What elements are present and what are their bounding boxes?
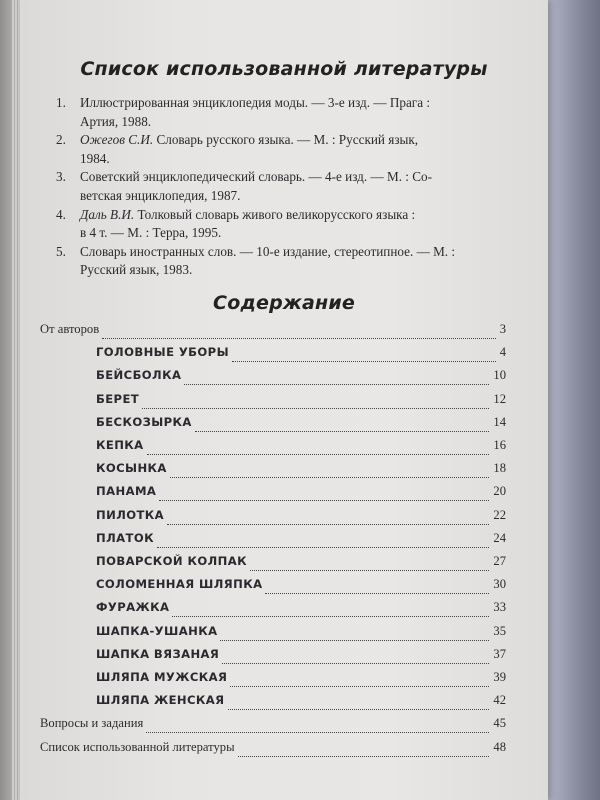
toc-page-number: 10 [493,368,506,383]
toc-entry-label: ПОВАРСКОЙ КОЛПАК [96,554,247,568]
toc-entry-label: ФУРАЖКА [96,600,170,615]
toc-leader-dots [142,392,489,409]
bibliography-item [56,243,526,280]
toc-entry [40,392,506,412]
toc-entry [40,345,506,365]
toc-leader-dots [170,461,489,478]
item-number: 1. [56,95,66,110]
toc-leader-dots [184,368,489,385]
toc-page-number: 42 [493,693,506,708]
toc-entry-label: ПИЛОТКА [96,507,165,522]
toc-page-number: 33 [493,600,506,615]
bibliography-item [56,206,526,243]
book-page [20,0,548,800]
toc-entry [40,670,506,690]
toc-page-number: 48 [493,739,506,754]
item-line: Словарь иностранных слов. — 10-е издание, стереотипное. — М. : [80,243,456,259]
toc-leader-dots [238,740,489,757]
toc-entry [40,438,506,458]
toc-page-number: 4 [499,345,506,360]
toc-leader-dots [232,345,496,362]
toc-page-number: 27 [493,554,506,568]
item-line: Словарь русского языка. — М. : Русский язык, [153,132,419,148]
toc-entry-label: ШАПКА ВЯЗАНАЯ [96,646,220,661]
contents-title: Содержание [213,292,355,314]
toc-entry-label: БЕРЕТ [96,391,140,406]
toc-leader-dots [265,577,489,594]
toc-page-number: 20 [493,484,506,499]
bibliography-title: Список использованной литературы [80,58,488,80]
toc-entry-label: БЕСКОЗЫРКА [96,414,192,429]
toc-entry-label: БЕЙСБОЛКА [96,368,182,383]
toc-page-number: 14 [493,414,506,429]
item-line: 1984. [80,150,110,166]
toc-page-number: 12 [493,391,506,406]
toc-leader-dots [250,554,489,571]
toc-page-number: 39 [493,670,506,684]
toc-entry-label: КЕПКА [96,438,144,452]
toc-entry [40,716,506,736]
item-line: Русский язык, 1983. [80,262,193,278]
toc-leader-dots [102,322,496,339]
toc-page-number: 45 [493,716,506,731]
toc-entry [40,531,506,551]
toc-entry-label: ШЛЯПА МУЖСКАЯ [96,670,228,684]
toc-entry-label: ПАНАМА [96,484,157,499]
toc-page-number: 22 [493,507,506,522]
toc-entry [40,577,506,597]
item-line: Толковый словарь живого великорусского языка : [134,206,416,222]
toc-entry [40,693,506,713]
item-number: 3. [56,169,66,185]
item-line: Иллюстрированная энциклопедия моды. — 3-е изд. — Прага : [80,95,431,110]
toc-entry-label: Список использованной литературы [40,739,235,754]
toc-leader-dots [195,415,489,432]
toc-leader-dots [172,600,489,617]
toc-leader-dots [146,716,489,733]
toc-page-number: 30 [493,577,506,592]
toc-leader-dots [222,647,489,664]
toc-entry-label: ШЛЯПА ЖЕНСКАЯ [96,693,225,708]
item-line: Артия, 1988. [80,113,152,129]
toc-entry-label: ГОЛОВНЫЕ УБОРЫ [96,345,229,360]
item-number: 4. [56,206,66,222]
toc-entry-label: ПЛАТОК [96,530,154,545]
bibliography-item [56,131,526,168]
toc-entry [40,600,506,620]
toc-entry-label: КОСЫНКА [96,461,167,476]
toc-page-number: 18 [493,461,506,476]
item-author: Даль В.И. [80,206,135,222]
toc-page-number: 35 [493,623,506,638]
toc-leader-dots [220,624,489,641]
item-author: Ожегов С.И. [80,132,154,148]
bibliography-item [56,168,526,205]
toc-leader-dots [147,438,489,455]
toc-entry-label: От авторов [40,322,100,336]
toc-entry-label: Вопросы и задания [40,716,144,731]
item-number: 2. [56,132,66,148]
shadow [560,0,600,800]
toc-leader-dots [230,670,489,687]
toc-page-number: 24 [493,530,506,545]
toc-leader-dots [159,484,489,501]
bibliography-list [56,94,526,280]
toc-entry [40,554,506,574]
toc-leader-dots [167,508,489,525]
toc-entry [40,647,506,667]
toc-entry [40,322,506,342]
toc-entry [40,740,506,760]
item-line: ветская энциклопедия, 1987. [80,187,241,203]
toc-entry-label: ШАПКА-УШАНКА [96,623,218,638]
toc-page-number: 16 [493,438,506,452]
item-line: в 4 т. — М. : Терра, 1995. [80,225,222,241]
toc-entry-label: СОЛОМЕННАЯ ШЛЯПКА [96,577,263,592]
toc-entry [40,484,506,504]
bibliography-item [56,94,526,131]
toc-page-number: 3 [499,322,506,336]
item-number: 5. [56,243,66,259]
toc-entry [40,368,506,388]
toc-entry [40,624,506,644]
toc-leader-dots [228,693,489,710]
toc-entry [40,415,506,435]
item-line: Советский энциклопедический словарь. — 4-е изд. — М. : Со- [80,169,433,185]
toc-entry [40,461,506,481]
toc-page-number: 37 [493,646,506,661]
toc-entry [40,508,506,528]
toc-leader-dots [157,531,489,548]
